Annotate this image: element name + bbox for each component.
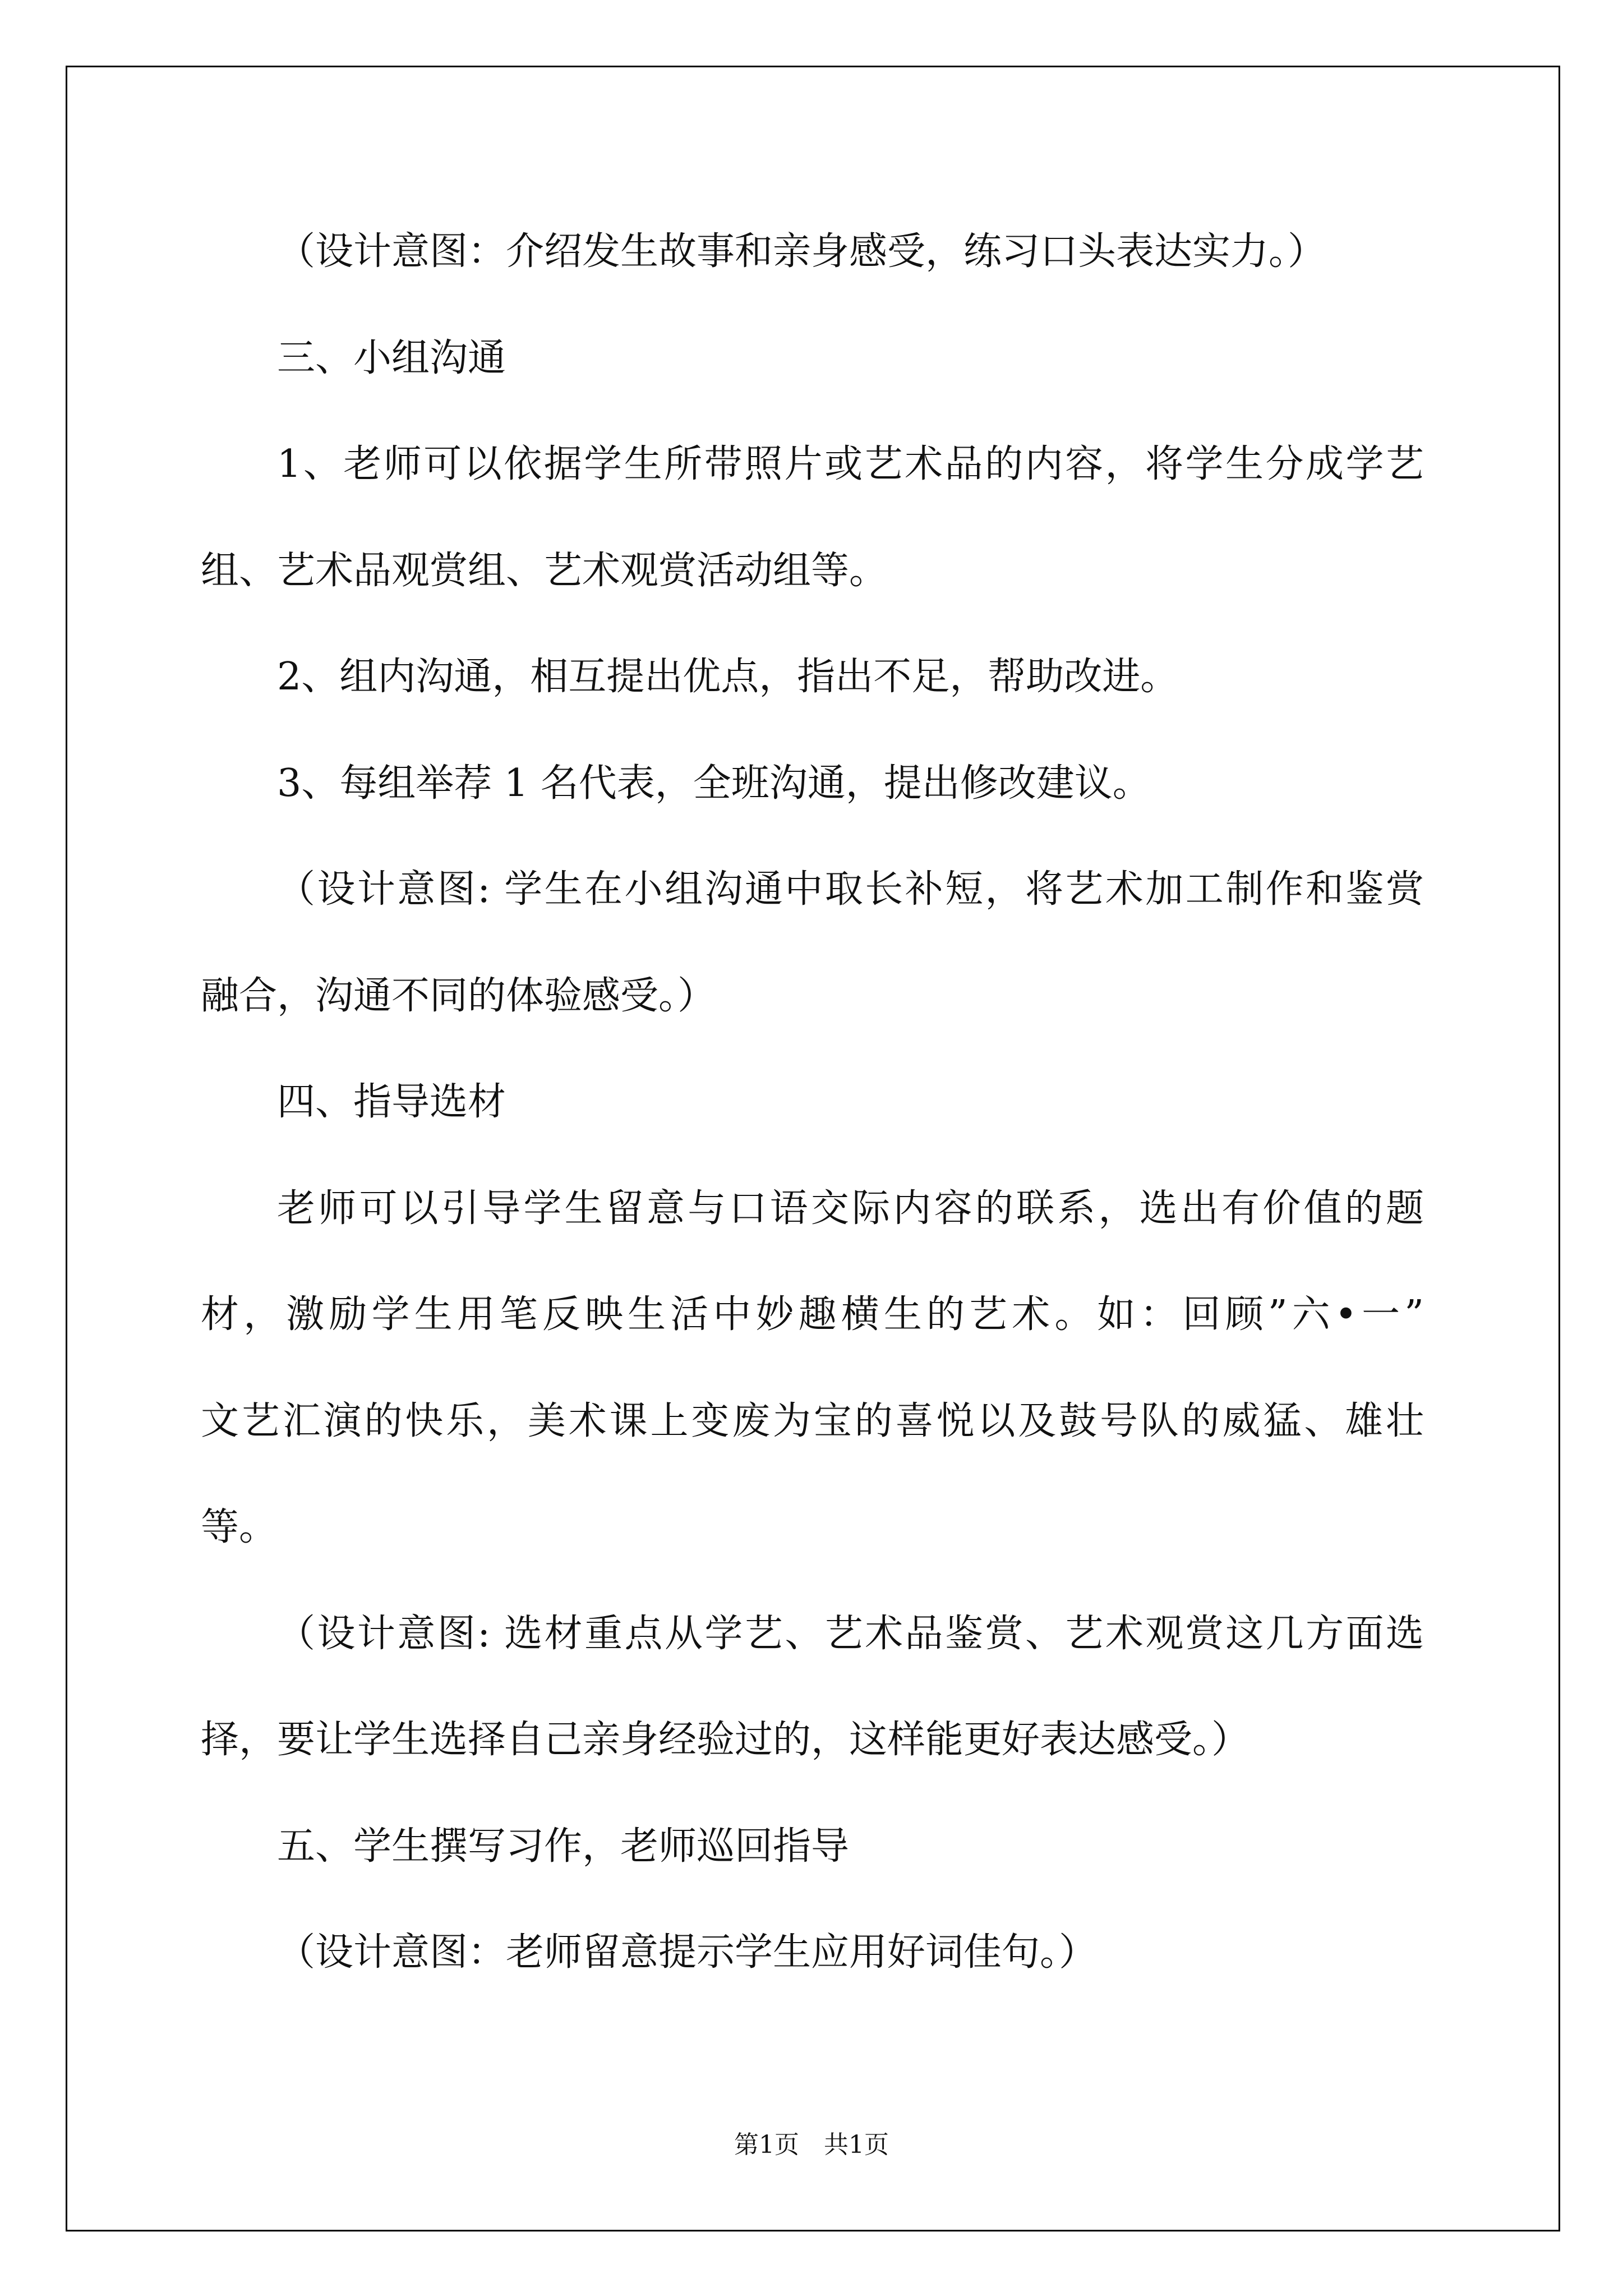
section-heading: 三、小组沟通 [277,335,506,380]
paragraph-line: 择，要让学生选择自己亲身经验过的，这样能更好表达感受。） [201,1718,1250,1762]
paragraph-line: 文艺汇演的快乐，美术课上变废为宝的喜悦以及鼓号队的威猛、雄壮 [201,1398,1424,1443]
paragraph-line: 2、组内沟通，相互提出优点，指出不足，帮助改进。 [277,655,1179,699]
step-1-paragraph [201,411,1424,624]
step-3-paragraph [201,730,1424,837]
paragraph-line: 融合，沟通不同的体验感受。） [201,973,716,1018]
paragraph-line: （设计意图：介绍发生故事和亲身感受，练习口头表达实力。） [277,229,1326,274]
section-heading-group-communication [201,305,1424,412]
design-intent-note-2 [201,836,1424,1049]
paragraph-line: 3、每组举荐 1 名代表，全班沟通，提出修改建议。 [277,761,1151,806]
section-heading-writing [201,1793,1424,1900]
section-heading: 五、学生撰写习作，老师巡回指导 [277,1824,850,1869]
paragraph-line: 1、老师可以依据学生所带照片或艺术品的内容，将学生分成学艺 [277,442,1424,486]
design-intent-note-3 [201,1581,1424,1793]
section-heading: 四、指导选材 [277,1080,506,1124]
step-2-paragraph [201,624,1424,730]
document-body [201,199,1424,2006]
material-selection-paragraph [201,1156,1424,1581]
paragraph-line: （设计意图：老师留意提示学生应用好词佳句。） [277,1930,1098,1975]
paragraph-line: 材，激励学生用笔反映生活中妙趣横生的艺术。如：回顾”六•一” [201,1292,1424,1337]
paragraph-line: 老师可以引导学生留意与口语交际内容的联系，选出有价值的题 [277,1186,1424,1231]
design-intent-note-4 [201,1899,1424,2006]
paragraph-line: （设计意图: 选材重点从学艺、艺术品鉴赏、艺术观赏这几方面选 [277,1611,1424,1656]
design-intent-note-1 [201,199,1424,305]
paragraph-line: 组、艺术品观赏组、艺术观赏活动组等。 [201,548,888,593]
page-footer: 第1页 共1页 [734,2131,889,2159]
paragraph-line: 等。 [201,1505,278,1549]
section-heading-material-selection [201,1049,1424,1156]
paragraph-line: （设计意图: 学生在小组沟通中取长补短，将艺术加工制作和鉴赏 [277,867,1424,912]
